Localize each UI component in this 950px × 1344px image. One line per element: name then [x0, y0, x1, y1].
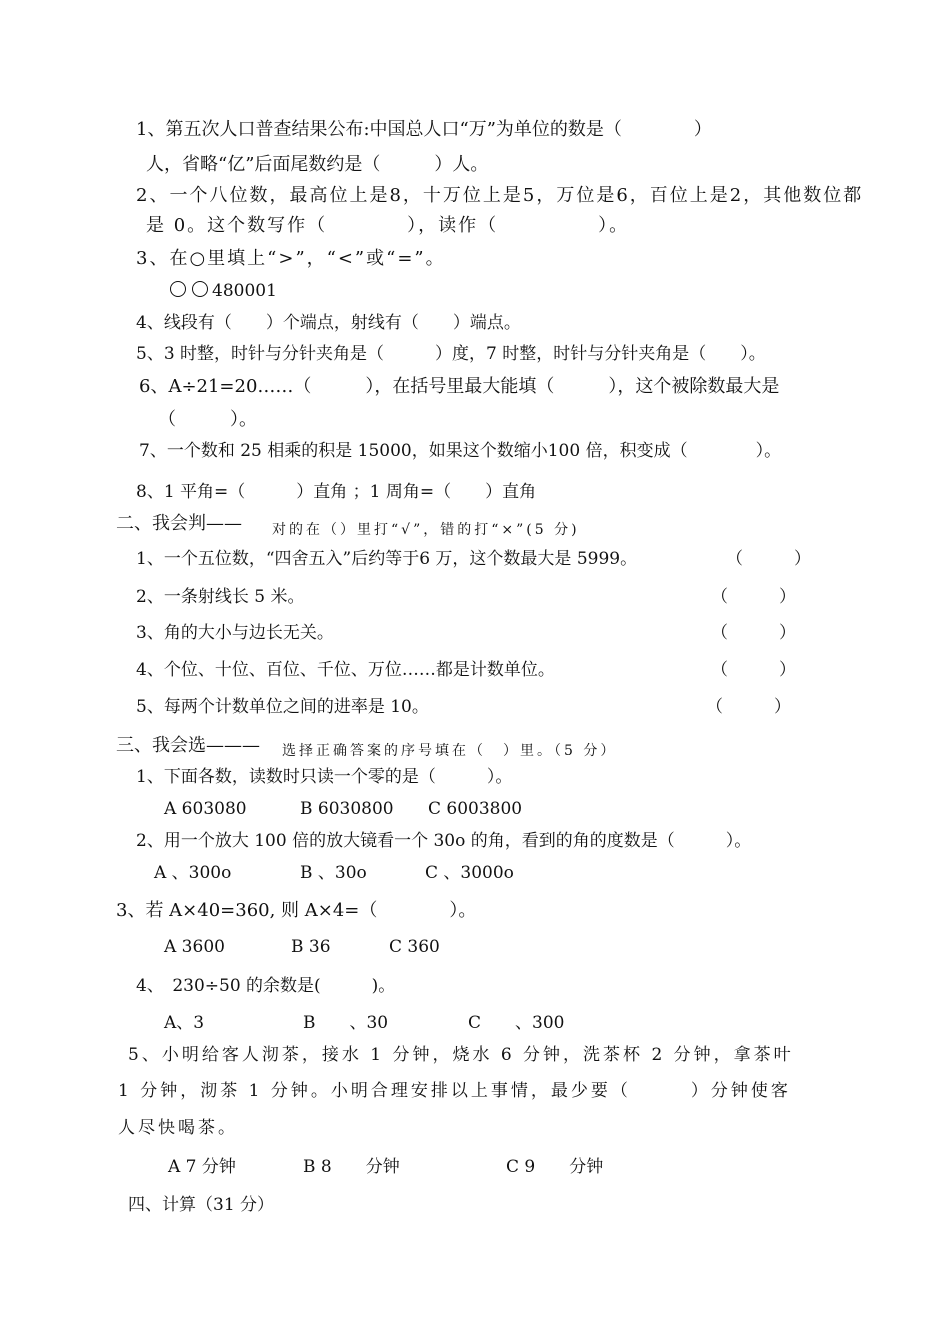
choose-q4-opt-a[interactable]: A、3: [164, 1013, 205, 1033]
judge-blank-4[interactable]: （ ）: [711, 660, 796, 680]
judge-blank-5[interactable]: （ ）: [706, 697, 791, 717]
q2-line1: 2、一个八位数，最高位上是8，十万位上是5，万位是6，百位上是2，其他数位都: [136, 185, 864, 206]
choose-q4-opt-c[interactable]: C 、300: [468, 1013, 565, 1033]
section4-heading: 四、计算（31 分）: [128, 1195, 275, 1215]
choose-q5-line1: 5、小明给客人沏茶，接水 1 分钟，烧水 6 分钟，洗茶杯 2 分钟，拿茶叶: [128, 1045, 794, 1065]
choose-q2-opt-c[interactable]: C 、3000o: [425, 863, 514, 883]
q4: 4、线段有（ ）个端点，射线有（ ）端点。: [136, 313, 521, 333]
q3-line2: 480001: [212, 281, 277, 301]
judge-item-5: 5、每两个计数单位之间的进率是 10。: [136, 697, 429, 717]
judge-item-1: 1、一个五位数，“四舍五入”后约等于6 万，这个数最大是 5999。: [136, 549, 638, 569]
choose-q2: 2、用一个放大 100 倍的放大镜看一个 30o 的角，看到的角的度数是（ ）。: [136, 831, 752, 851]
choose-q4: 4、 230÷50 的余数是( )。: [136, 976, 396, 996]
q1-line2: 人，省略“亿”后面尾数约是（ ）人。: [146, 154, 489, 175]
q6-line1: 6、A÷21=20……（ ），在括号里最大能填（ ），这个被除数最大是: [139, 376, 780, 397]
choose-q3: 3、若 A×40=360, 则 A×4=（ ）。: [116, 900, 477, 921]
choose-q3-opt-b[interactable]: B 36: [291, 937, 331, 957]
q7: 7、一个数和 25 相乘的积是 15000，如果这个数缩小100 倍，积变成（ ）。: [139, 441, 782, 461]
q2-line2: 是 0。这个数写作（ ），读作（ ）。: [146, 215, 630, 236]
section3-heading: 三、我会选———: [116, 735, 260, 756]
judge-item-4: 4、个位、十位、百位、千位、万位……都是计数单位。: [136, 660, 555, 680]
choose-q3-opt-c[interactable]: C 360: [389, 937, 440, 957]
choose-q5-opt-a[interactable]: A 7 分钟: [168, 1157, 236, 1177]
choose-q1-opt-b[interactable]: B 6030800: [300, 799, 394, 819]
judge-blank-2[interactable]: （ ）: [711, 587, 796, 607]
section2-subheading: 对的在（）里打“√”，错的打“×”(5 分): [272, 522, 580, 538]
choose-q1: 1、下面各数，读数时只读一个零的是（ ）。: [136, 767, 513, 787]
choose-q1-opt-a[interactable]: A 603080: [164, 799, 247, 819]
choose-q5-opt-b[interactable]: B 8 分钟: [303, 1157, 400, 1177]
judge-blank-3[interactable]: （ ）: [711, 623, 796, 643]
section2-heading: 二、我会判——: [116, 513, 242, 534]
choose-q5-opt-c[interactable]: C 9 分钟: [506, 1157, 604, 1177]
judge-blank-1[interactable]: （ ）: [726, 549, 811, 569]
compare-circle-1[interactable]: [170, 281, 186, 297]
choose-q5-line3: 人尽快喝茶。: [118, 1118, 238, 1138]
choose-q1-opt-c[interactable]: C 6003800: [428, 799, 523, 819]
section3-subheading: 选择正确答案的序号填在（ ）里。（5 分）: [282, 743, 618, 759]
choose-q2-opt-a[interactable]: A 、300o: [154, 863, 232, 883]
choose-q2-opt-b[interactable]: B 、30o: [300, 863, 367, 883]
q3-line1: 3、在○里填上“>”，“<”或“=”。: [136, 248, 446, 269]
judge-item-2: 2、一条射线长 5 米。: [136, 587, 305, 607]
choose-q4-opt-b[interactable]: B 、30: [303, 1013, 389, 1033]
compare-circle-2[interactable]: [192, 281, 208, 297]
choose-q5-line2: 1 分钟，沏茶 1 分钟。小明合理安排以上事情，最少要（ ）分钟使客: [118, 1081, 791, 1101]
q5: 5、3 时整，时针与分针夹角是（ ）度，7 时整，时针与分针夹角是（ ）。: [136, 344, 766, 364]
q8: 8、1 平角=（ ）直角 ；1 周角=（ ）直角: [136, 482, 537, 502]
judge-item-3: 3、角的大小与边长无关。: [136, 623, 334, 643]
q1-line1: 1、第五次人口普查结果公布:中国总人口“万”为单位的数是（ ）: [136, 119, 712, 140]
choose-q3-opt-a[interactable]: A 3600: [164, 937, 225, 957]
q6-line2: （ ）。: [158, 409, 257, 430]
